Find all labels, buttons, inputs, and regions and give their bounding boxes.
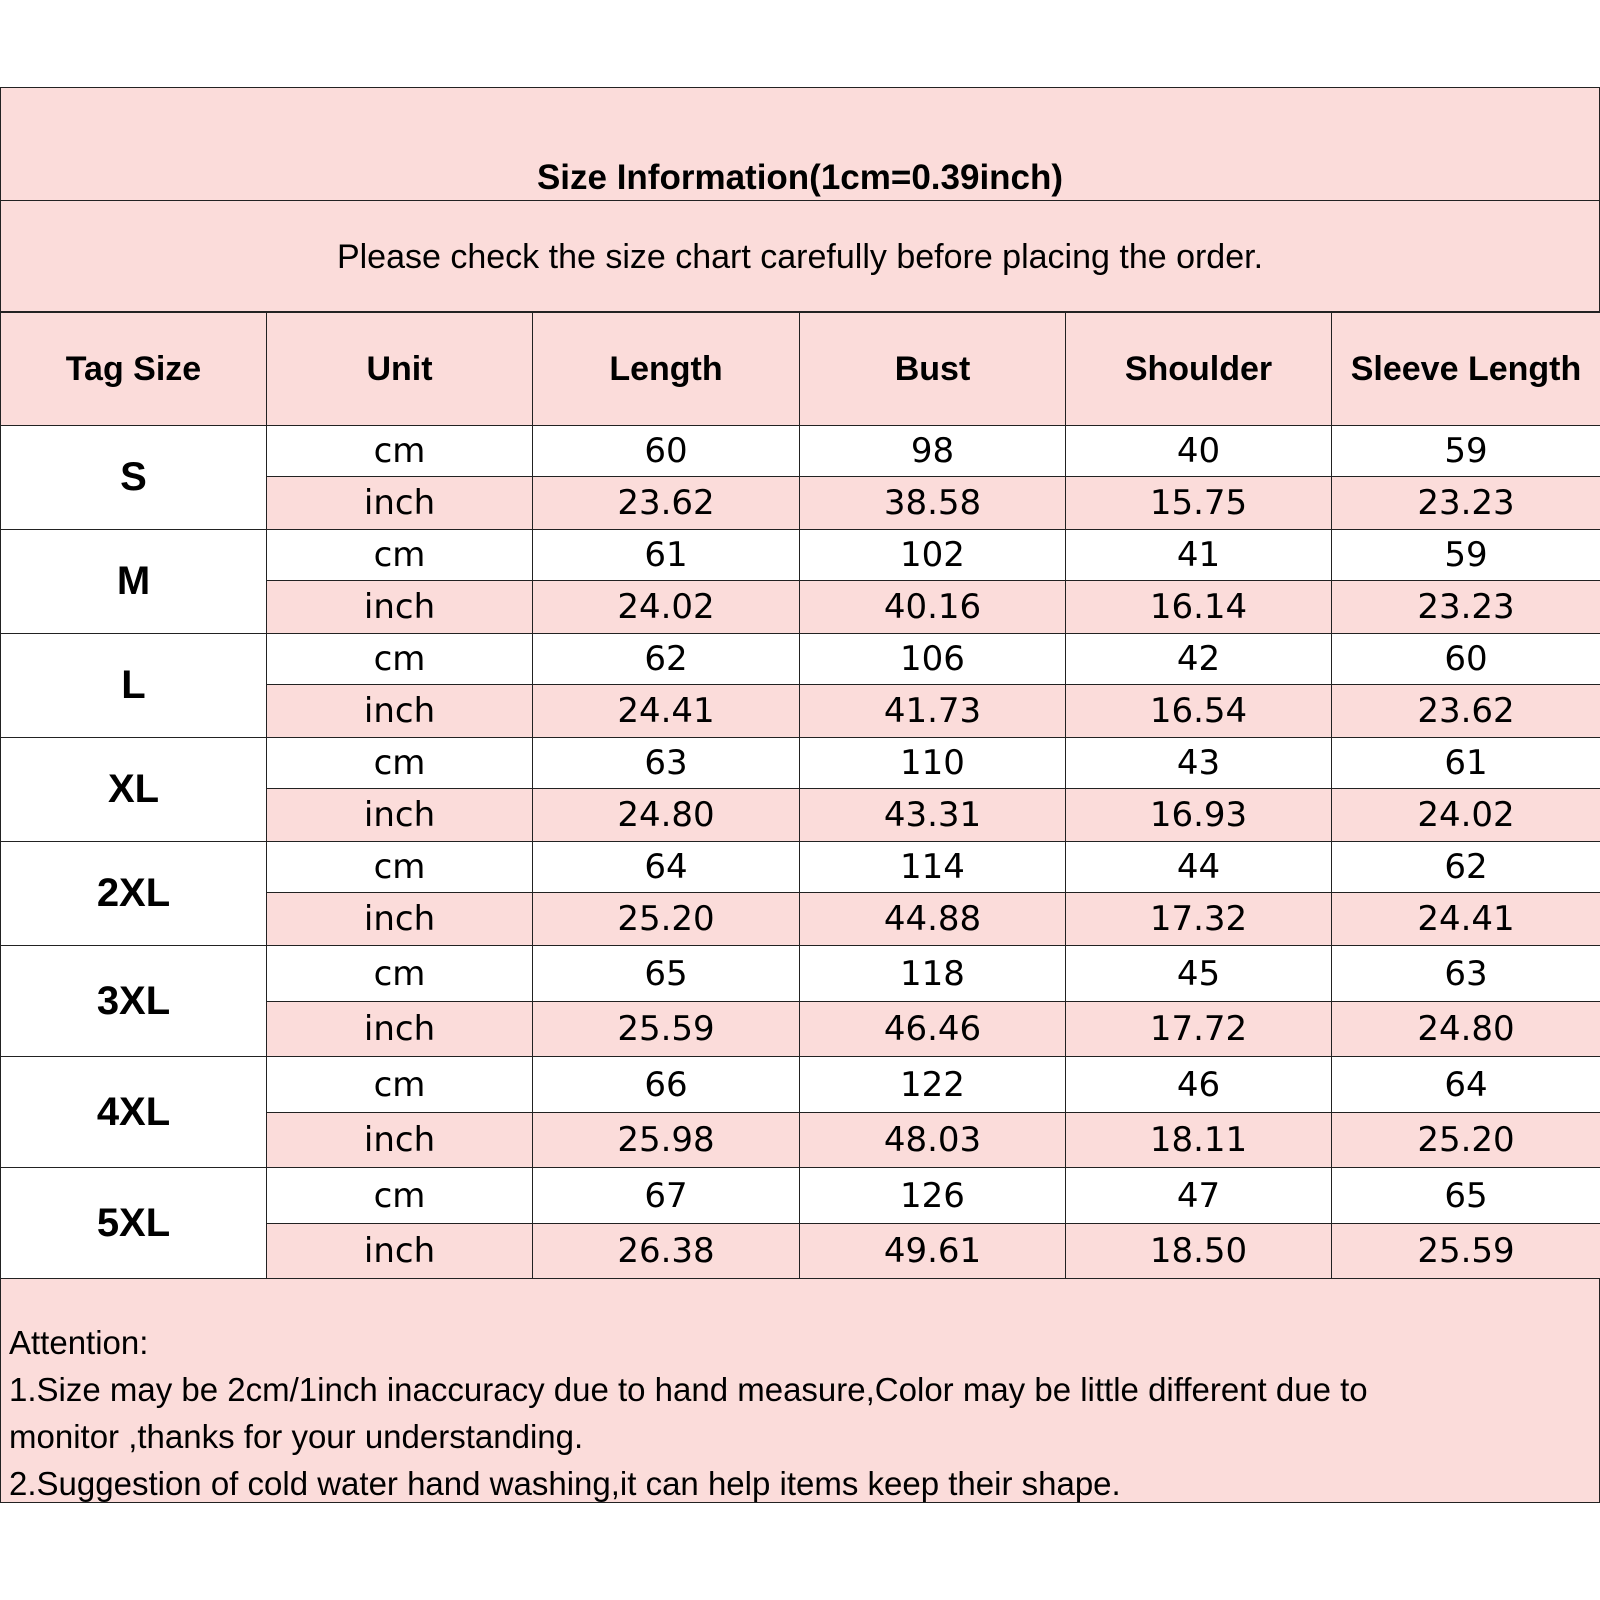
table-row — [1, 530, 1600, 581]
shoulder-cell: 41 — [1066, 530, 1332, 581]
unit-cell: inch — [267, 581, 533, 634]
shoulder-cell: 47 — [1066, 1168, 1332, 1224]
shoulder-cell: 18.11 — [1066, 1113, 1332, 1168]
bust-cell: 102 — [800, 530, 1066, 581]
shoulder-cell: 17.32 — [1066, 893, 1332, 946]
table-row — [1, 738, 1600, 789]
length-cell: 60 — [533, 426, 800, 477]
attention-line-1: 1.Size may be 2cm/1inch inaccuracy due to hand measure,Color may be little different due to — [9, 1371, 1368, 1408]
sleeve-cell: 64 — [1332, 1057, 1600, 1113]
title-row — [0, 87, 1600, 200]
bust-cell: 110 — [800, 738, 1066, 789]
sleeve-cell: 23.23 — [1332, 477, 1600, 530]
sleeve-cell: 63 — [1332, 946, 1600, 1002]
shoulder-cell: 17.72 — [1066, 1002, 1332, 1057]
tag-size-cell: L — [1, 634, 267, 738]
sleeve-cell: 60 — [1332, 634, 1600, 685]
bust-cell: 114 — [800, 842, 1066, 893]
bust-cell: 122 — [800, 1057, 1066, 1113]
sleeve-cell: 59 — [1332, 530, 1600, 581]
attention-heading: Attention: — [9, 1324, 149, 1361]
length-cell: 62 — [533, 634, 800, 685]
size-table — [0, 312, 1600, 1279]
length-cell: 25.59 — [533, 1002, 800, 1057]
sleeve-cell: 61 — [1332, 738, 1600, 789]
unit-cell: inch — [267, 1002, 533, 1057]
sleeve-cell: 23.62 — [1332, 685, 1600, 738]
length-cell: 24.41 — [533, 685, 800, 738]
size-chart — [0, 87, 1600, 1503]
unit-cell: inch — [267, 685, 533, 738]
length-cell: 24.02 — [533, 581, 800, 634]
tag-size-cell: M — [1, 530, 267, 634]
length-cell: 65 — [533, 946, 800, 1002]
unit-cell: inch — [267, 477, 533, 530]
bust-cell: 44.88 — [800, 893, 1066, 946]
bust-cell: 40.16 — [800, 581, 1066, 634]
length-cell: 67 — [533, 1168, 800, 1224]
header-bust: Bust — [800, 313, 1066, 426]
shoulder-cell: 42 — [1066, 634, 1332, 685]
shoulder-cell: 40 — [1066, 426, 1332, 477]
header-row — [1, 313, 1600, 426]
notice-row — [0, 200, 1600, 312]
shoulder-cell: 16.54 — [1066, 685, 1332, 738]
table-row — [1, 946, 1600, 1002]
sleeve-cell: 25.59 — [1332, 1224, 1600, 1279]
unit-cell: cm — [267, 1057, 533, 1113]
length-cell: 63 — [533, 738, 800, 789]
length-cell: 24.80 — [533, 789, 800, 842]
attention-notes — [0, 1279, 1600, 1503]
shoulder-cell: 45 — [1066, 946, 1332, 1002]
shoulder-cell: 16.93 — [1066, 789, 1332, 842]
sleeve-cell: 24.02 — [1332, 789, 1600, 842]
tag-size-cell: XL — [1, 738, 267, 842]
attention-line-2: monitor ,thanks for your understanding. — [9, 1418, 584, 1455]
header-tag-size: Tag Size — [1, 313, 267, 426]
sleeve-cell: 65 — [1332, 1168, 1600, 1224]
shoulder-cell: 43 — [1066, 738, 1332, 789]
length-cell: 25.20 — [533, 893, 800, 946]
length-cell: 61 — [533, 530, 800, 581]
table-row — [1, 1057, 1600, 1113]
table-row — [1, 842, 1600, 893]
attention-line-3: 2.Suggestion of cold water hand washing,it can help items keep their shape. — [9, 1465, 1121, 1502]
shoulder-cell: 18.50 — [1066, 1224, 1332, 1279]
length-cell: 64 — [533, 842, 800, 893]
bust-cell: 46.46 — [800, 1002, 1066, 1057]
tag-size-cell: 2XL — [1, 842, 267, 946]
unit-cell: cm — [267, 946, 533, 1002]
length-cell: 66 — [533, 1057, 800, 1113]
notice-text: Please check the size chart carefully before placing the order. — [336, 238, 1264, 276]
unit-cell: cm — [267, 842, 533, 893]
length-cell: 25.98 — [533, 1113, 800, 1168]
bust-cell: 41.73 — [800, 685, 1066, 738]
bust-cell: 38.58 — [800, 477, 1066, 530]
unit-cell: inch — [267, 789, 533, 842]
header-shoulder: Shoulder — [1066, 313, 1332, 426]
unit-cell: cm — [267, 738, 533, 789]
tag-size-cell: 3XL — [1, 946, 267, 1057]
tag-size-cell: 5XL — [1, 1168, 267, 1279]
bust-cell: 118 — [800, 946, 1066, 1002]
bust-cell: 126 — [800, 1168, 1066, 1224]
sleeve-cell: 59 — [1332, 426, 1600, 477]
header-unit: Unit — [267, 313, 533, 426]
header-length: Length — [533, 313, 800, 426]
bust-cell: 98 — [800, 426, 1066, 477]
unit-cell: inch — [267, 1224, 533, 1279]
sleeve-cell: 24.80 — [1332, 1002, 1600, 1057]
shoulder-cell: 44 — [1066, 842, 1332, 893]
sleeve-cell: 62 — [1332, 842, 1600, 893]
tag-size-cell: 4XL — [1, 1057, 267, 1168]
bust-cell: 106 — [800, 634, 1066, 685]
tag-size-cell: S — [1, 426, 267, 530]
shoulder-cell: 46 — [1066, 1057, 1332, 1113]
sleeve-cell: 24.41 — [1332, 893, 1600, 946]
bust-cell: 48.03 — [800, 1113, 1066, 1168]
table-row — [1, 634, 1600, 685]
header-sleeve-length: Sleeve Length — [1332, 313, 1600, 426]
unit-cell: inch — [267, 1113, 533, 1168]
bust-cell: 43.31 — [800, 789, 1066, 842]
table-row — [1, 1168, 1600, 1224]
unit-cell: cm — [267, 426, 533, 477]
unit-cell: cm — [267, 1168, 533, 1224]
length-cell: 26.38 — [533, 1224, 800, 1279]
shoulder-cell: 15.75 — [1066, 477, 1332, 530]
sleeve-cell: 23.23 — [1332, 581, 1600, 634]
bust-cell: 49.61 — [800, 1224, 1066, 1279]
chart-title: Size Information(1cm=0.39inch) — [536, 158, 1064, 197]
length-cell: 23.62 — [533, 477, 800, 530]
unit-cell: cm — [267, 634, 533, 685]
shoulder-cell: 16.14 — [1066, 581, 1332, 634]
unit-cell: inch — [267, 893, 533, 946]
unit-cell: cm — [267, 530, 533, 581]
table-row — [1, 426, 1600, 477]
sleeve-cell: 25.20 — [1332, 1113, 1600, 1168]
